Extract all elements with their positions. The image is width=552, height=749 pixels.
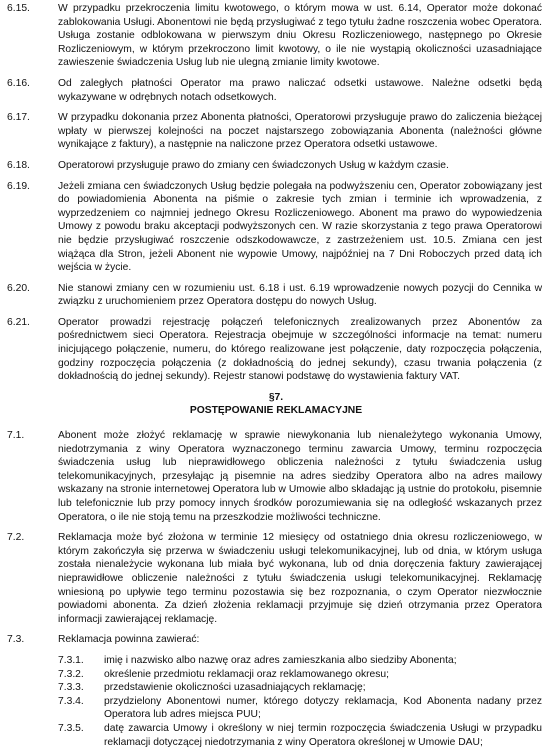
clause-6-20 (0, 282, 552, 309)
clause-text: Abonent może złożyć reklamację w sprawie niewykonania lub nienależytego wykonania Umowy, niedotrzymania z winy Operatora wyznaczonego terminu zawarcia Umowy, terminu rozpoczęcia świadczenia usług lub nieprawidłowego obliczenia należności z tytułu świadczenia usług telekomunikacyjnych, przesyłając ją pisemnie na adres siedziby Operatora albo na adres mailowy wskazany na stronie internetowej Operatora lub w Umowie albo składając ją ustnie do protokołu, pisemnie lub telefonicznie lub przy pomocy innych środków porozumiewania się na odległość wskazanych przez Operatora, o ile nie stoją temu na przeszkodzie możliwości techniczne. (58, 430, 542, 523)
clause-number: 7.2. (7, 532, 25, 544)
clause-text: Nie stanowi zmiany cen w rozumieniu ust. 6.18 i ust. 6.19 wprowadzenie nowych pozycji do Cennika w związku z uruchomieniem przez Operatora dostępu do nowych Usług. (58, 282, 542, 308)
clause-7-2 (0, 531, 552, 626)
subclause-7-3-5 (0, 722, 552, 749)
clause-text: Operator prowadzi rejestrację połączeń telefonicznych zrealizowanych przez Abonentów za pośrednictwem sieci Operatora. Rejestracja obejmuje w szczególności informacje na temat: numeru inicjującego połączenie, numeru, do którego realizowane jest połączenie, daty rozpoczęcia połączenia, godziny rozpoczęcia połączenia (z dokładnością do jednej sekundy), czasu trwania połączenia (z dokładnością do jednej sekundy). Rejestr stanowi podstawę do wystawienia faktury VAT. (58, 316, 542, 383)
clause-6-19 (0, 180, 552, 275)
subclause-number: 7.3.4. (58, 695, 84, 707)
clause-text: Od zaległych płatności Operator ma prawo naliczać odsetki ustawowe. Należne odsetki będą wykazywane w odrębnych notach odsetkowych. (58, 77, 542, 103)
subclause-7-3-4 (0, 695, 552, 722)
clause-number: 6.17. (7, 112, 30, 124)
clause-6-17 (0, 111, 552, 152)
subclause-number: 7.3.2. (58, 668, 84, 680)
subclause-number: 7.3.1. (58, 654, 84, 666)
clause-text: Reklamacja powinna zawierać: (58, 634, 200, 646)
clause-number: 6.15. (7, 3, 30, 14)
subclause-text: przydzielony Abonentowi numer, którego dotyczy reklamacja, Kod Abonenta nadany przez Operatora lub adres miejsca PUU; (104, 695, 542, 721)
clause-7-3 (0, 633, 552, 647)
clause-7-1 (0, 429, 552, 524)
clause-6-16 (0, 77, 552, 104)
clause-text: W przypadku dokonania przez Abonenta płatności, Operatorowi przysługuje prawo do zaliczenia bieżącej wpłaty w pierwszej kolejności na poczet najstarszego zobowiązania Abonenta (należności główne wynikające z faktury), a następnie na naliczone przez Operatora odsetki ustawowe. (58, 112, 542, 151)
subclause-7-3-2 (0, 668, 552, 682)
clause-text: Operatorowi przysługuje prawo do zmiany cen świadczonych Usług w każdym czasie. (58, 159, 449, 171)
section-heading: POSTĘPOWANIE REKLAMACYJNE (189, 405, 363, 417)
subclause-text: przedstawienie okoliczności uzasadniających reklamację; (104, 682, 366, 694)
clause-text: Reklamacja może być złożona w terminie 12 miesięcy od ostatniego dnia okresu rozliczeniowego, w którym zakończyła się przerwa w świadczeniu usługi telekomunikacyjnej, lub od dnia, w którym usługa została nienależycie wykonana lub miała być wykonana, lub od dnia doręczenia faktury zawierającej nieprawidłowe obliczenie należności z tytułu świadczenia usługi telekomunikacyjnej. Reklamację wniesioną po upływie tego terminu pozostawia się bez rozpoznania, o czym Operator niezwłocznie powiadomi abonenta. Za dzień złożenia reklamacji przyjmuje się dzień otrzymania przez Operatora informacji zawierającej reklamację. (58, 532, 542, 625)
clause-number: 6.20. (7, 282, 30, 294)
clause-6-18 (0, 159, 552, 173)
subclause-7-3-3 (0, 681, 552, 695)
clause-number: 7.1. (7, 430, 25, 442)
clause-number: 6.16. (7, 77, 30, 89)
subclause-number: 7.3.3. (58, 682, 84, 694)
subclause-text: imię i nazwisko albo nazwę oraz adres zamieszkania albo siedziby Abonenta; (104, 654, 457, 666)
clause-number: 6.19. (7, 180, 30, 192)
clause-text: Jeżeli zmiana cen świadczonych Usług będzie polegała na podwyższeniu cen, Operator zobowiązany jest do powiadomienia Abonenta na piśmie o zakresie tych zmian i terminie ich wprowadzenia, z wyprzedzeniem co najmniej jednego Okresu Rozliczeniowego. Abonent ma prawo do wypowiedzenia Umowy z powodu braku akceptacji podwyższonych cen. W razie skorzystania z tego prawa Operatorowi nie będzie przysługiwać roszczenie odszkodowawcze, z zastrzeżeniem ust. 10.5. Zmiana cen jest wiążąca dla Stron, jeżeli Abonent nie wypowie Umowy, najpóźniej na 7 Dni Roboczych przed datą ich wejścia w życie. (58, 180, 542, 274)
subclause-text: określenie przedmiotu reklamacji oraz reklamowanego okresu; (104, 668, 390, 680)
clause-6-15 (0, 2, 552, 70)
clause-6-21 (0, 316, 552, 384)
clause-number: 6.18. (7, 159, 30, 171)
subclause-number: 7.3.5. (58, 722, 84, 734)
section-number: §7. (268, 391, 284, 403)
clause-number: 6.21. (7, 316, 30, 328)
subclause-text: datę zawarcia Umowy i określony w niej termin rozpoczęcia świadczenia Usługi w przypadku reklamacji dotyczącej niedotrzymania z winy Operatora określonej w Umowie DAU; (104, 722, 542, 748)
clause-text: W przypadku przekroczenia limitu kwotowego, o którym mowa w ust. 6.14, Operator może dokonać zablokowania Usługi. Abonentowi nie będą przysługiwać z tego tytułu żadne roszczenia wobec Operatora. Usługa zostanie odblokowana w pierwszym dniu Okresu Rozliczeniowego, następnego po Okresie Rozliczeniowym, w którym przekroczono limit kwotowy, o ile nie wystąpią okoliczności uzasadniające zawieszenie świadczenia Usług lub nie ulegną zmianie limity kwotowe. (58, 3, 542, 69)
subclause-7-3-1 (0, 654, 552, 668)
clause-number: 7.3. (7, 634, 25, 646)
